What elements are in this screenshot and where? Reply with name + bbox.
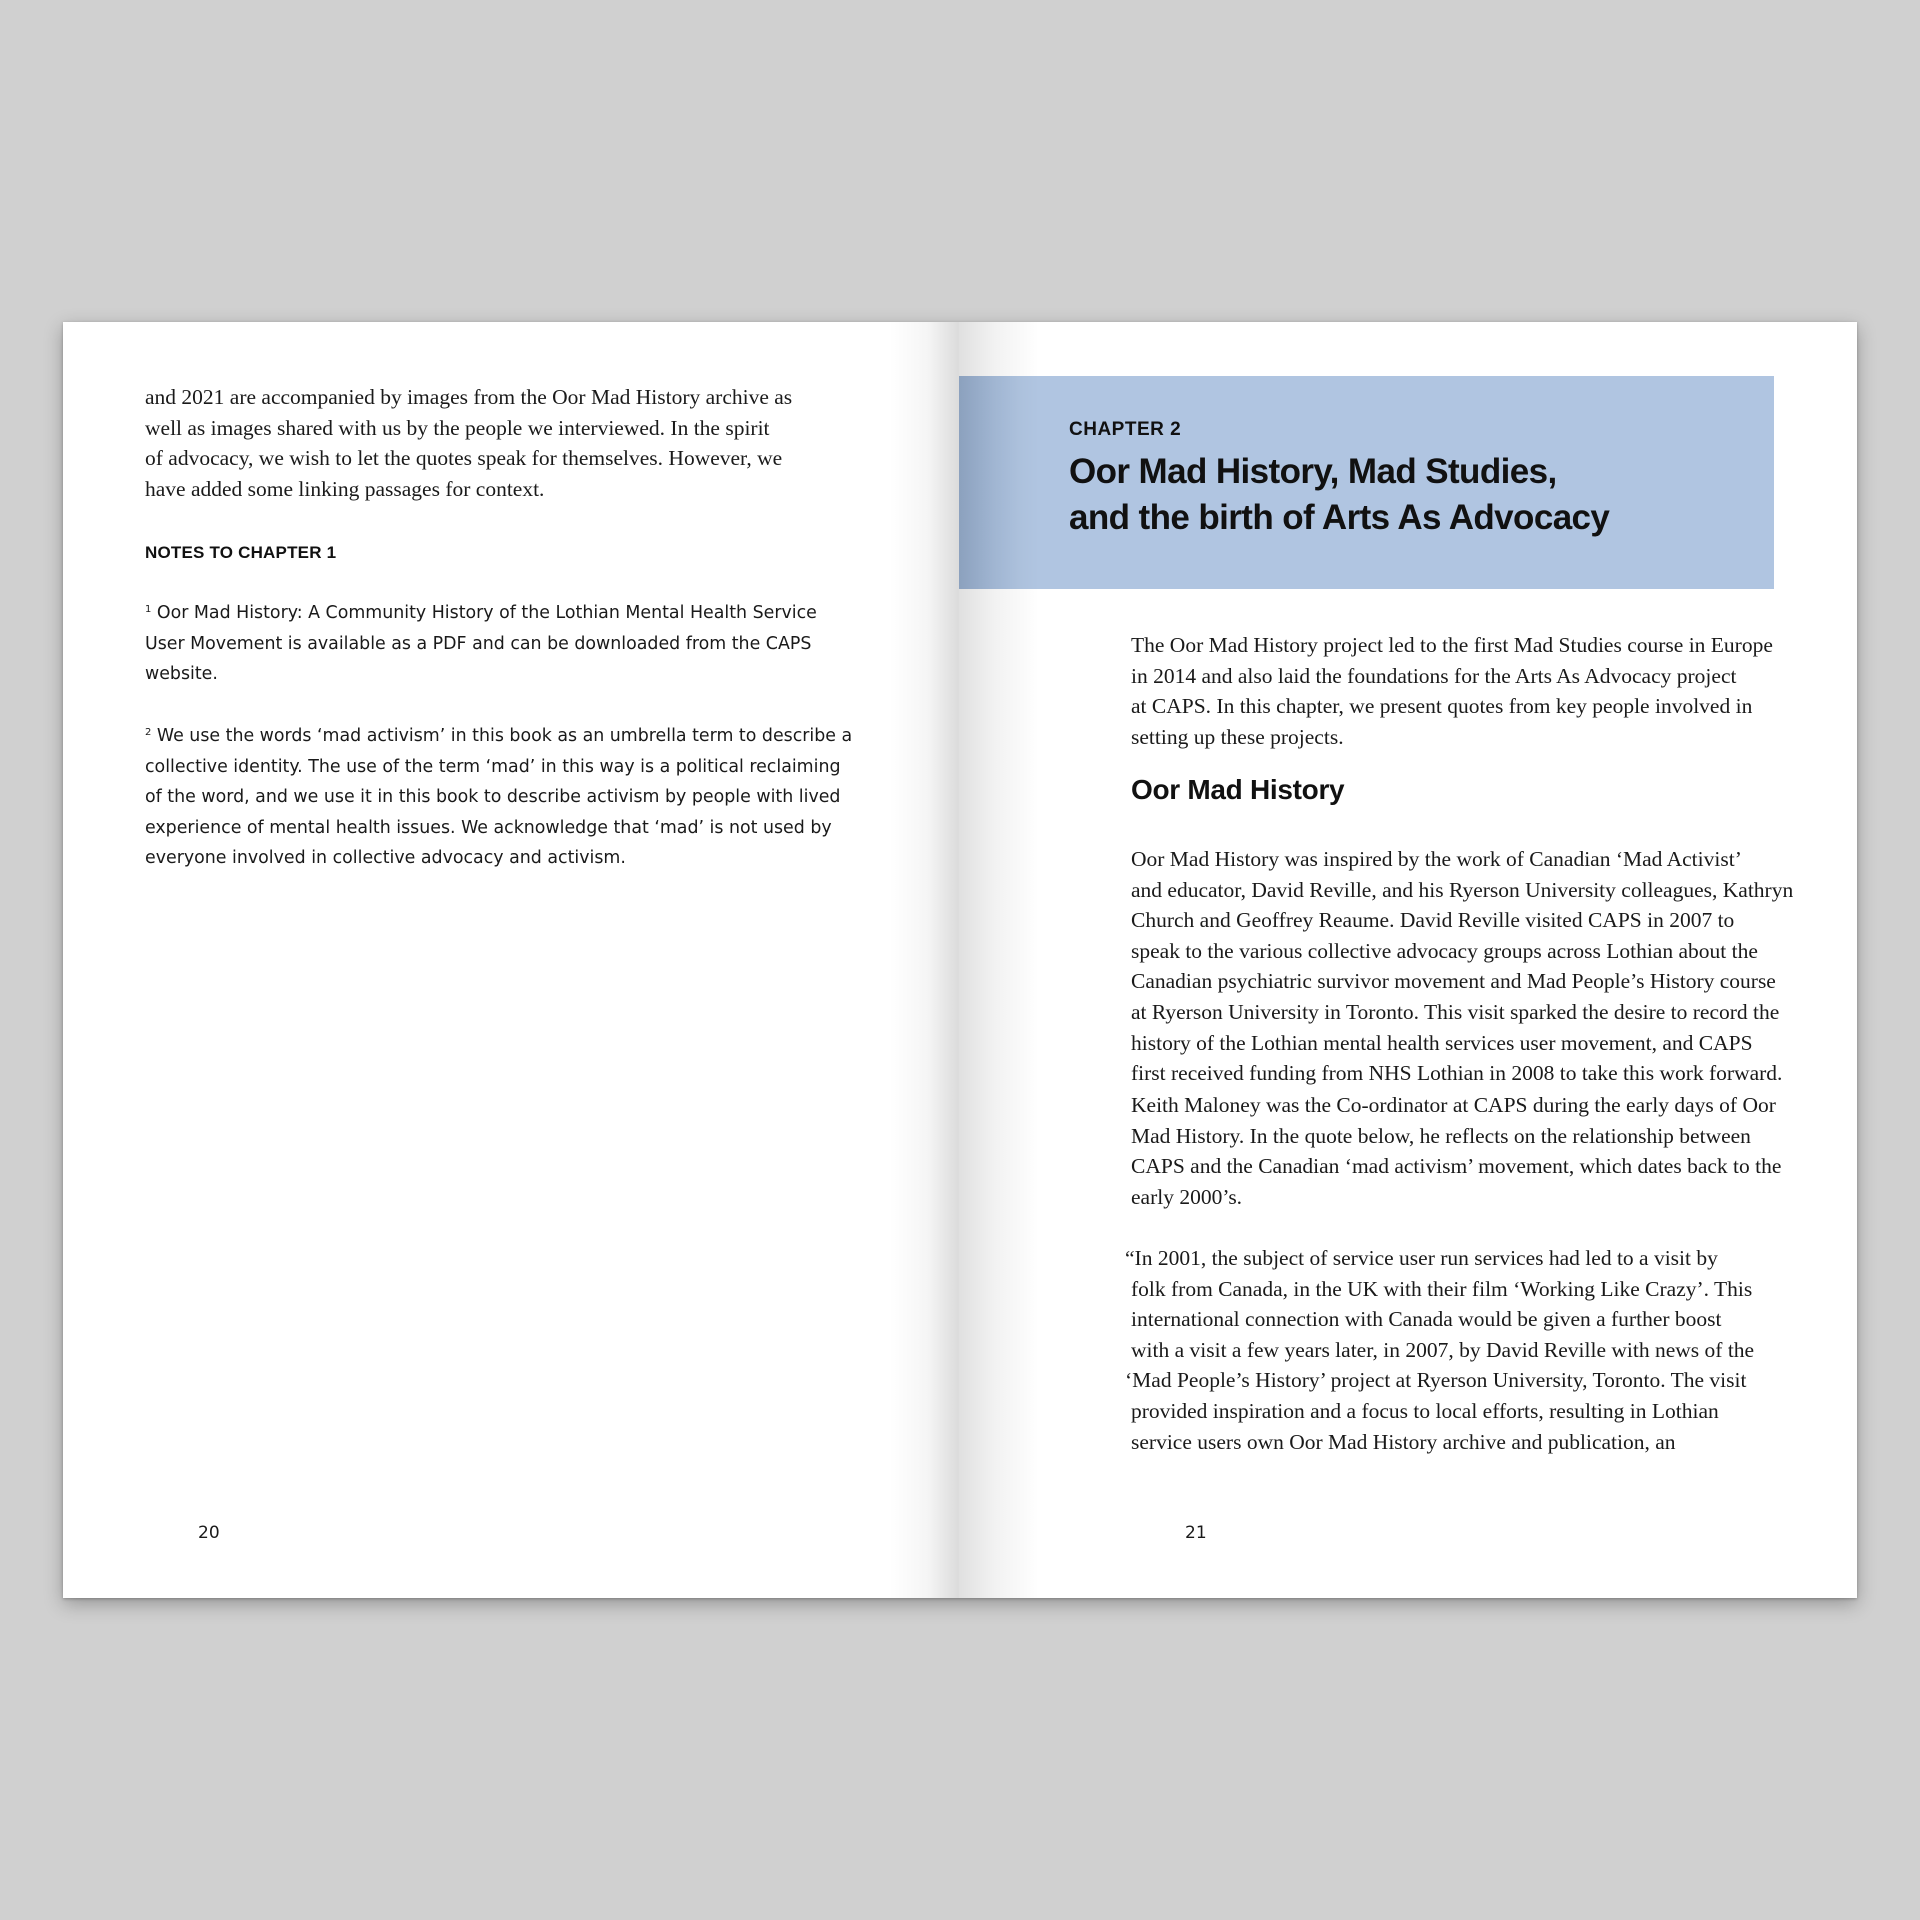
text-line: The Oor Mad History project led to the first Mad Studies course in Europe: [1131, 633, 1773, 657]
chapter-label: CHAPTER 2: [1069, 419, 1182, 440]
footnote-marker: 2: [145, 727, 152, 738]
text-line: at CAPS. In this chapter, we present quotes from key people involved in: [1131, 694, 1753, 719]
footnote-2: [145, 721, 852, 874]
keith-maloney-paragraph: [1131, 1090, 1781, 1212]
chapter-header-band: [959, 376, 1774, 589]
text-line: provided inspiration and a focus to local efforts, resulting in Lothian: [1131, 1398, 1719, 1423]
page-number-right: 21: [1185, 1523, 1207, 1543]
text-line: service users own Oor Mad History archive and publication, an: [1131, 1429, 1676, 1454]
text-line: “In 2001, the subject of service user run services had led to a visit by: [1125, 1246, 1718, 1270]
text-line: well as images shared with us by the people we interviewed. In the spirit: [145, 415, 770, 440]
gutter-shadow: [959, 322, 1039, 1598]
text-line: Oor Mad History was inspired by the work of Canadian ‘Mad Activist’: [1131, 847, 1742, 871]
chapter-title-line: and the birth of Arts As Advocacy: [1069, 498, 1610, 537]
footnote-marker: 1: [145, 604, 152, 615]
gutter-shadow: [889, 322, 959, 1598]
book-spread: [63, 322, 1857, 1598]
left-page: [63, 322, 959, 1598]
text-line: speak to the various collective advocacy groups across Lothian about the: [1131, 938, 1758, 963]
text-line: CAPS and the Canadian ‘mad activism’ movement, which dates back to the: [1131, 1154, 1782, 1179]
text-line: Keith Maloney was the Co-ordinator at CAPS during the early days of Oor: [1131, 1093, 1776, 1117]
text-line: website.: [145, 664, 218, 685]
notes-heading: NOTES TO CHAPTER 1: [145, 543, 337, 562]
text-line: in 2014 and also laid the foundations for the Arts As Advocacy project: [1131, 663, 1737, 688]
text-line: early 2000’s.: [1131, 1184, 1243, 1209]
text-line: at Ryerson University in Toronto. This visit sparked the desire to record the: [1131, 999, 1780, 1024]
oor-mad-history-paragraph: [1131, 844, 1793, 1089]
text-line: We use the words ‘mad activism’ in this book as an umbrella term to describe a: [156, 726, 853, 746]
text-line: and educator, David Reville, and his Ryerson University colleagues, Kathryn: [1131, 877, 1794, 902]
text-line: collective identity. The use of the term ‘mad’ in this way is a political reclaiming: [145, 756, 841, 777]
text-line: folk from Canada, in the UK with their film ‘Working Like Crazy’. This: [1131, 1276, 1753, 1301]
text-line: Canadian psychiatric survivor movement and Mad People’s History course: [1131, 969, 1776, 994]
chapter-title: [1069, 449, 1609, 541]
text-line: and 2021 are accompanied by images from the Oor Mad History archive as: [145, 385, 793, 409]
chapter-title-line: Oor Mad History, Mad Studies,: [1069, 452, 1557, 491]
text-line: of advocacy, we wish to let the quotes speak for themselves. However, we: [145, 446, 783, 471]
text-line: history of the Lothian mental health services user movement, and CAPS: [1131, 1030, 1753, 1055]
text-line: with a visit a few years later, in 2007, by David Reville with news of the: [1131, 1337, 1755, 1362]
text-line: first received funding from NHS Lothian in 2008 to take this work forward.: [1131, 1061, 1783, 1086]
footnote-1: [145, 598, 817, 690]
page-number-left: 20: [198, 1523, 220, 1543]
left-intro-paragraph: [145, 382, 792, 504]
text-line: international connection with Canada would be given a further boost: [1131, 1307, 1722, 1332]
text-line: User Movement is available as a PDF and can be downloaded from the CAPS: [145, 633, 812, 654]
text-line: Church and Geoffrey Reaume. David Reville visited CAPS in 2007 to: [1131, 908, 1735, 933]
quote-paragraph: [1125, 1243, 1754, 1457]
section-heading: Oor Mad History: [1131, 774, 1345, 805]
text-line: ‘Mad People’s History’ project at Ryerson University, Toronto. The visit: [1125, 1368, 1747, 1393]
text-line: of the word, and we use it in this book to describe activism by people with lived: [145, 787, 841, 808]
right-page: [959, 322, 1857, 1598]
text-line: have added some linking passages for context.: [145, 476, 545, 501]
text-line: experience of mental health issues. We acknowledge that ‘mad’ is not used by: [145, 817, 832, 838]
text-line: Oor Mad History: A Community History of the Lothian Mental Health Service: [156, 603, 817, 623]
text-line: Mad History. In the quote below, he reflects on the relationship between: [1131, 1123, 1751, 1148]
text-line: setting up these projects.: [1131, 724, 1344, 749]
right-intro-paragraph: [1131, 630, 1773, 752]
text-line: everyone involved in collective advocacy and activism.: [145, 848, 626, 869]
